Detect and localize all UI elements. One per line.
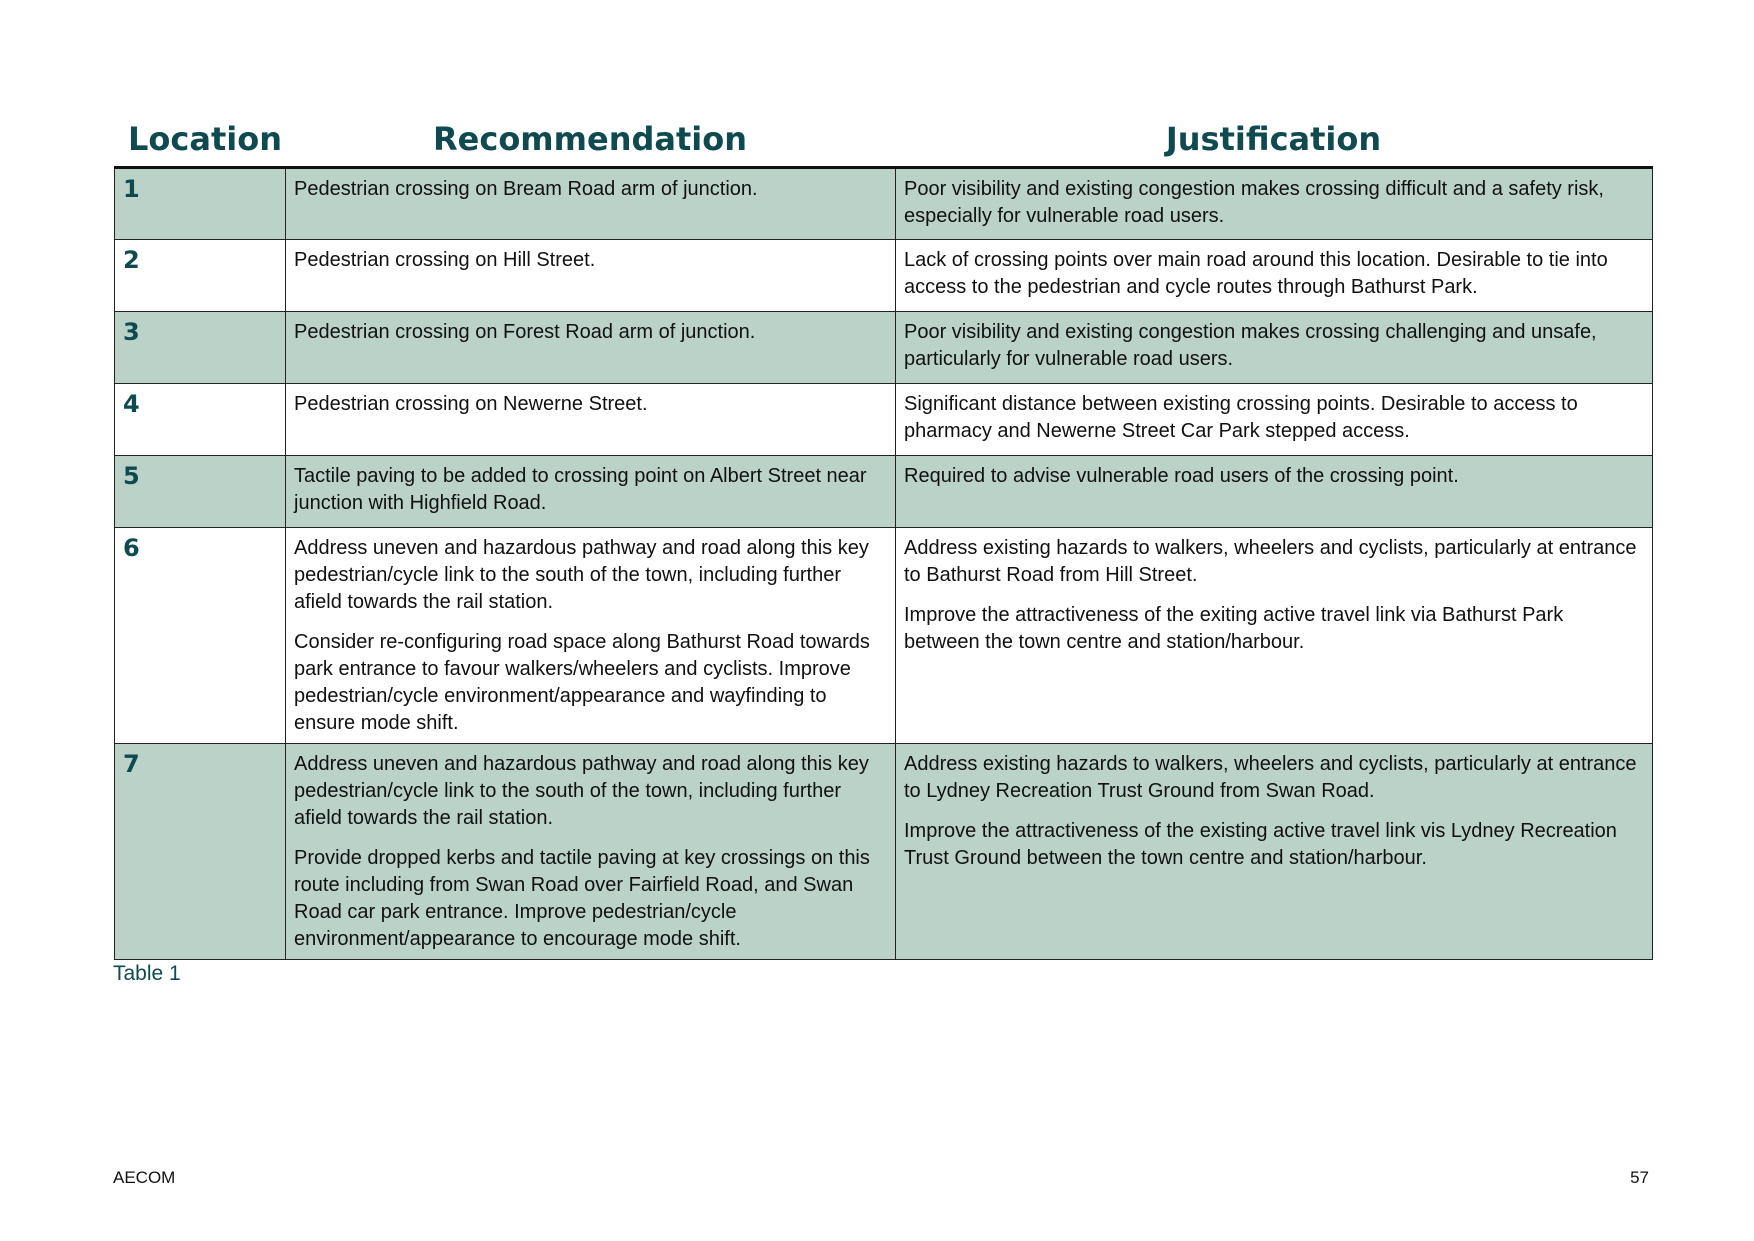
table-row: [115, 744, 1653, 960]
table-row: [115, 240, 1653, 312]
recommendation-cell: [286, 168, 896, 240]
justification-cell: [896, 384, 1653, 456]
recommendations-table-wrapper: [114, 112, 1652, 960]
location-number: 3: [115, 312, 286, 384]
recommendation-text: Pedestrian crossing on Newerne Street.: [294, 393, 648, 415]
recommendation-text: Tactile paving to be added to crossing point on Albert Street near junction with Highfield Road.: [294, 465, 867, 514]
location-number: 4: [115, 384, 286, 456]
header-location: Location: [128, 120, 282, 158]
recommendation-cell: [286, 528, 896, 744]
justification-cell: [896, 528, 1653, 744]
location-number: 7: [115, 744, 286, 960]
justification-text: Improve the attractiveness of the existing active travel link vis Lydney Recreation Trust Ground between the town centre and station/harbour.: [904, 820, 1617, 869]
header-justification: Justification: [1165, 120, 1382, 158]
justification-text: Improve the attractiveness of the exiting active travel link via Bathurst Park between the town centre and station/harbour.: [904, 604, 1564, 653]
table-row: [115, 528, 1653, 744]
recommendations-table: [114, 166, 1653, 960]
table-row: [115, 312, 1653, 384]
justification-cell: [896, 312, 1653, 384]
justification-text: Address existing hazards to walkers, wheelers and cyclists, particularly at entrance to Bathurst Road from Hill Street.: [904, 537, 1637, 586]
location-number: 1: [115, 168, 286, 240]
footer-company: AECOM: [113, 1168, 176, 1187]
justification-cell: [896, 240, 1653, 312]
recommendation-text: Pedestrian crossing on Hill Street.: [294, 249, 596, 271]
justification-text: Poor visibility and existing congestion makes crossing difficult and a safety risk, especially for vulnerable road users.: [904, 178, 1604, 227]
location-number: 5: [115, 456, 286, 528]
justification-text: Lack of crossing points over main road around this location. Desirable to tie into access to the pedestrian and cycle routes through Bathurst Park.: [904, 249, 1608, 298]
recommendation-cell: [286, 744, 896, 960]
recommendation-text: Pedestrian crossing on Forest Road arm of junction.: [294, 321, 756, 343]
recommendation-cell: [286, 240, 896, 312]
table-row: [115, 384, 1653, 456]
justification-text: Address existing hazards to walkers, wheelers and cyclists, particularly at entrance to Lydney Recreation Trust Ground from Swan Road.: [904, 753, 1637, 802]
recommendation-cell: [286, 456, 896, 528]
recommendation-cell: [286, 312, 896, 384]
justification-text: Significant distance between existing crossing points. Desirable to access to pharmacy and Newerne Street Car Park stepped access.: [904, 393, 1578, 442]
table-header-row: [114, 112, 1652, 166]
table-caption: Table 1: [113, 962, 181, 985]
page-number: 57: [1630, 1168, 1649, 1187]
justification-cell: [896, 168, 1653, 240]
table-row: [115, 456, 1653, 528]
recommendation-text: Consider re-configuring road space along Bathurst Road towards park entrance to favour walkers/wheelers and cyclists. Improve pedestrian/cycle environment/appearance and wayfinding to ensure mode shift.: [294, 631, 870, 734]
recommendation-text: Address uneven and hazardous pathway and road along this key pedestrian/cycle link to the south of the town, including further afield towards the rail station.: [294, 537, 869, 613]
recommendation-text: Address uneven and hazardous pathway and road along this key pedestrian/cycle link to the south of the town, including further afield towards the rail station.: [294, 753, 869, 829]
justification-cell: [896, 744, 1653, 960]
justification-text: Poor visibility and existing congestion makes crossing challenging and unsafe, particularly for vulnerable road users.: [904, 321, 1597, 370]
justification-cell: [896, 456, 1653, 528]
recommendation-cell: [286, 384, 896, 456]
header-recommendation: Recommendation: [433, 120, 747, 158]
justification-text: Required to advise vulnerable road users of the crossing point.: [904, 465, 1459, 487]
table-row: [115, 168, 1653, 240]
location-number: 2: [115, 240, 286, 312]
recommendation-text: Provide dropped kerbs and tactile paving at key crossings on this route including from Swan Road over Fairfield Road, and Swan Road car park entrance. Improve pedestrian/cycle environment/appearance to encourage mode shift.: [294, 847, 870, 950]
location-number: 6: [115, 528, 286, 744]
recommendation-text: Pedestrian crossing on Bream Road arm of junction.: [294, 178, 758, 200]
